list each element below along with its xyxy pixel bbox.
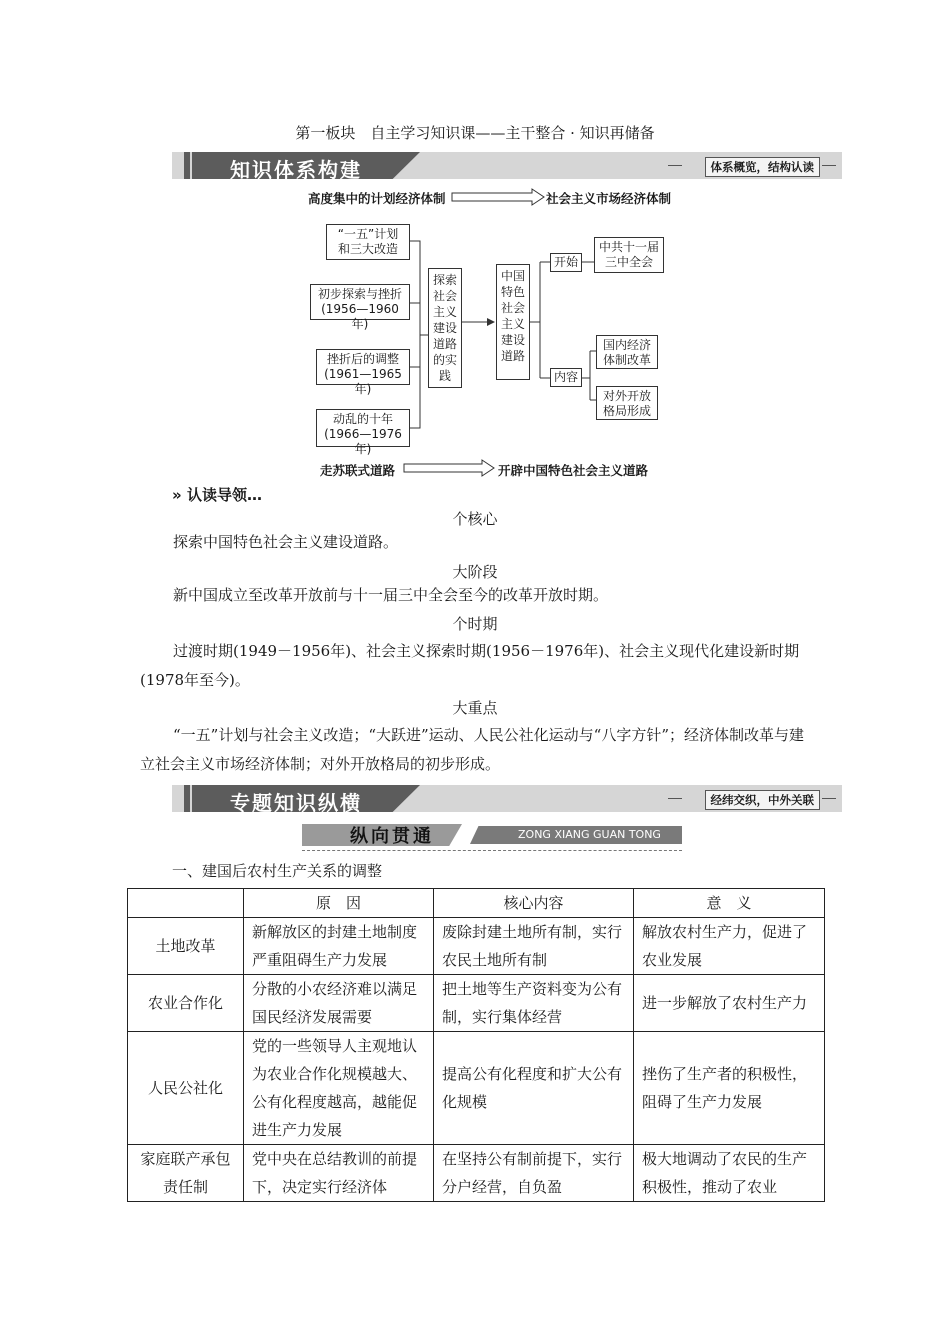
table-row [128, 918, 825, 975]
table-row [128, 975, 825, 1032]
section-banner-topic-knowledge [172, 785, 842, 815]
diagram-label-start: 开始 [550, 253, 582, 272]
table-cell: 新解放区的封建土地制度严重阻碍生产力发展 [244, 918, 434, 975]
top-transition-arrow [452, 189, 544, 205]
table-cell: 挫伤了生产者的积极性，阻碍了生产力发展 [634, 1032, 825, 1145]
knowledge-diagram [300, 185, 720, 485]
diagram-box-ten-years: 动乱的十年 (1966—1976年) [316, 409, 410, 447]
guide-text-focus: “一五”计划与社会主义改造；“大跃进”运动、人民公社化运动与“八字方针”；经济体制改革与建立社会主义市场经济体制；对外开放格局的初步形成。 [140, 726, 805, 773]
guide-heading: » 认读导领… [172, 486, 262, 504]
table-header: 核心内容 [434, 889, 634, 918]
banner-tag: 体系概览，结构认读 [705, 157, 821, 177]
table-cell: 把土地等生产资料变为公有制，实行集体经营 [434, 975, 634, 1032]
guide-text-core: 探索中国特色社会主义建设道路。 [173, 533, 399, 551]
ellipsis-icon: … [246, 486, 262, 504]
table-row [128, 1032, 825, 1145]
diagram-box-initial-exploration: 初步探索与挫折 (1956—1960年) [310, 284, 410, 320]
table-header: 原 因 [244, 889, 434, 918]
table-cell: 党中央在总结教训的前提下，决定实行经济体 [244, 1145, 434, 1202]
table-header-row [128, 889, 825, 918]
table-cell: 解放农村生产力，促进了农业发展 [634, 918, 825, 975]
table-header: 意 义 [634, 889, 825, 918]
guide-head-periods: 个时期 [452, 615, 498, 633]
guide-text-stages: 新中国成立至改革开放前与十一届三中全会至今的改革开放时期。 [173, 586, 609, 604]
table-cell: 在坚持公有制前提下，实行分户经营，自负盈 [434, 1145, 634, 1202]
table-cell: 进一步解放了农村生产力 [634, 975, 825, 1032]
vertical-banner-english: ZONG XIANG GUAN TONG [518, 828, 661, 841]
diagram-bottom-right-label: 开辟中国特色社会主义道路 [498, 463, 649, 478]
table-header [128, 889, 244, 918]
diagram-box-adjustment: 挫折后的调整 (1961—1965年) [316, 349, 410, 385]
diagram-box-socialist-road: 中国特色社会主义建设道路 [496, 264, 530, 380]
diagram-box-exploration-practice: 探索社会主义建设道路的实践 [428, 268, 462, 388]
diagram-top-right-label: 社会主义市场经济体制 [546, 191, 672, 206]
table-row [128, 1145, 825, 1202]
section-heading: 一、建国后农村生产关系的调整 [172, 862, 383, 880]
table-row-head: 家庭联产承包责任制 [128, 1145, 244, 1202]
banner-tag: 经纬交织，中外关联 [705, 790, 821, 810]
diagram-box-opening-up: 对外开放 格局形成 [596, 386, 658, 420]
rural-relations-table [127, 888, 825, 1202]
table-cell: 提高公有化程度和扩大公有化规模 [434, 1032, 634, 1145]
table-cell: 党的一些领导人主观地认为农业合作化规模越大、公有化程度越高，越能促进生产力发展 [244, 1032, 434, 1145]
guide-head-stages: 大阶段 [452, 563, 498, 581]
guide-head-core: 个核心 [452, 510, 498, 528]
double-chevron-icon: » [172, 486, 182, 504]
diagram-box-economic-reform: 国内经济 体制改革 [596, 335, 658, 369]
page-title: 第一板块 自主学习知识课——主干整合 · 知识再储备 [295, 124, 655, 142]
vertical-banner-title: 纵向贯通 [350, 826, 434, 847]
diagram-box-third-plenum: 中共十一届 三中全会 [594, 237, 664, 273]
table-row-head: 人民公社化 [128, 1032, 244, 1145]
guide-text-periods: 过渡时期(1949－1956年)、社会主义探索时期(1956－1976年)、社会主义现代化建设新时期(1978年至今)。 [140, 642, 800, 689]
banner-title: 专题知识纵横 [230, 791, 362, 815]
banner-title: 知识体系构建 [230, 158, 362, 182]
vertical-connection-banner [302, 824, 682, 854]
table-cell: 分散的小农经济难以满足国民经济发展需要 [244, 975, 434, 1032]
diagram-label-content: 内容 [550, 368, 582, 387]
diagram-box-first-five-year-plan: “一五”计划 和三大改造 [326, 224, 410, 260]
diagram-bottom-left-label: 走苏联式道路 [320, 463, 396, 478]
bottom-transition-arrow [404, 460, 494, 476]
diagram-top-left-label: 高度集中的计划经济体制 [308, 191, 446, 206]
table-row-head: 土地改革 [128, 918, 244, 975]
table-row-head: 农业合作化 [128, 975, 244, 1032]
table-cell: 废除封建土地所有制，实行农民土地所有制 [434, 918, 634, 975]
section-banner-knowledge-system [172, 152, 842, 182]
guide-head-focus: 大重点 [452, 699, 498, 717]
table-cell: 极大地调动了农民的生产积极性，推动了农业 [634, 1145, 825, 1202]
